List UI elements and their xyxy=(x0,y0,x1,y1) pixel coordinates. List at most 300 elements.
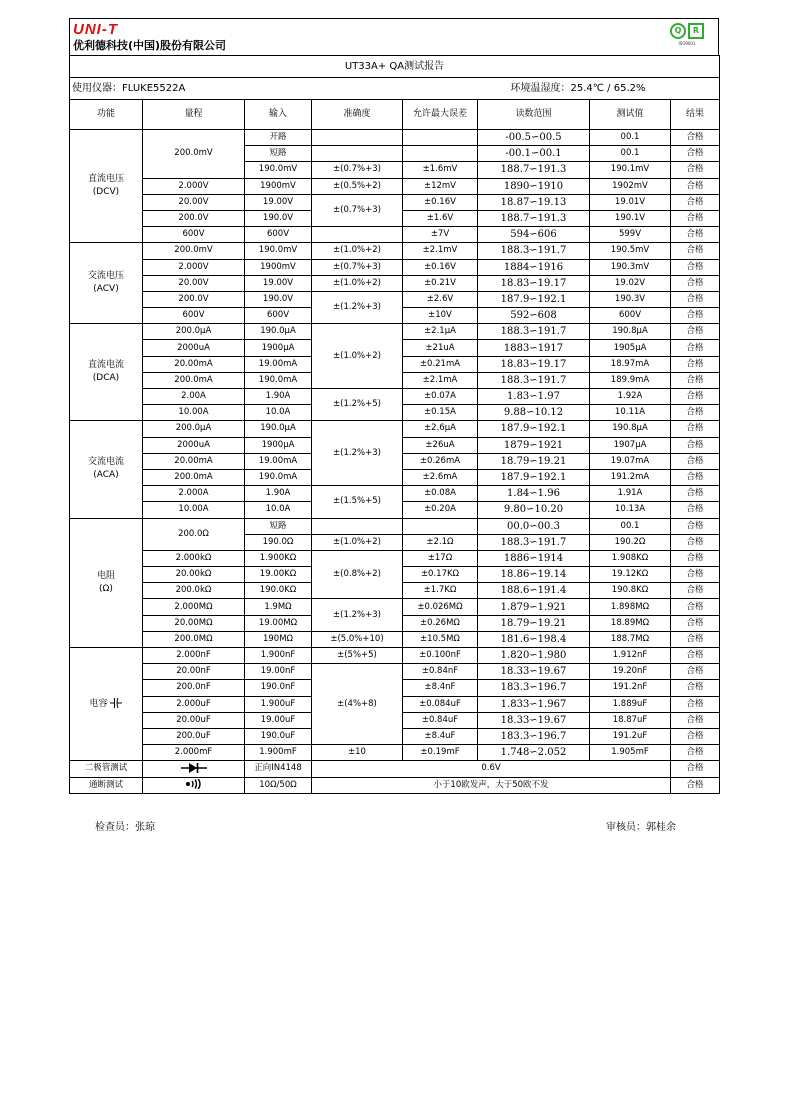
range-cell: 200.0Ω xyxy=(143,518,245,550)
max-error-cell xyxy=(403,146,478,162)
reading-range-cell: 18.83∽19.17 xyxy=(478,275,590,291)
col-header: 测试值 xyxy=(590,100,671,130)
reading-range-cell: 9.80∽10.20 xyxy=(478,502,590,518)
max-error-cell: ±0.19mF xyxy=(403,745,478,761)
col-header: 量程 xyxy=(143,100,245,130)
accuracy-cell xyxy=(312,227,403,243)
table-row xyxy=(70,324,720,340)
test-value-cell: 1.908KΩ xyxy=(590,550,671,566)
test-value-cell: 191.2nF xyxy=(590,680,671,696)
range-cell: 2000uA xyxy=(143,437,245,453)
accuracy-cell: ±10 xyxy=(312,745,403,761)
input-cell: 190.0mV xyxy=(245,243,312,259)
result-cell: 合格 xyxy=(671,745,720,761)
input-cell: 1.900uF xyxy=(245,696,312,712)
max-error-cell: ±0.84nF xyxy=(403,664,478,680)
table-row xyxy=(70,130,720,146)
reviewer-label: 审核员：郭桂余 xyxy=(606,822,676,833)
max-error-cell: ±2.6V xyxy=(403,291,478,307)
reading-range-cell: 1.84∽1.96 xyxy=(478,486,590,502)
range-cell: 2.000uF xyxy=(143,696,245,712)
certification-mark xyxy=(670,23,704,47)
function-sub: (Ω) xyxy=(99,583,113,594)
reading-range-cell: 18.33∽19.67 xyxy=(478,664,590,680)
reading-range-cell: 188.7∽191.3 xyxy=(478,162,590,178)
reading-range-cell: 1.748∽2.052 xyxy=(478,745,590,761)
input-cell: 1900mV xyxy=(245,178,312,194)
reading-range-cell: 1886∽1914 xyxy=(478,550,590,566)
result-cell: 合格 xyxy=(671,372,720,388)
accuracy-cell: ±(1.2%+3) xyxy=(312,291,403,323)
test-value-cell: 1.898MΩ xyxy=(590,599,671,615)
diode-icon xyxy=(181,763,207,773)
max-error-cell: ±12mV xyxy=(403,178,478,194)
accuracy-cell: ±(0.5%+2) xyxy=(312,178,403,194)
test-value-cell: 19.01V xyxy=(590,194,671,210)
result-cell: 合格 xyxy=(671,453,720,469)
max-error-cell: ±2.6μA xyxy=(403,421,478,437)
result-cell: 合格 xyxy=(671,421,720,437)
range-cell: 200.0mV xyxy=(143,130,245,179)
range-cell: 200.0mA xyxy=(143,469,245,485)
range-cell: 20.00kΩ xyxy=(143,567,245,583)
range-cell: 20.00V xyxy=(143,275,245,291)
function-aca xyxy=(70,421,143,518)
range-cell: 200.0kΩ xyxy=(143,583,245,599)
brand-logo: UNI-T xyxy=(73,21,118,38)
reading-range-cell: 18.86∽19.14 xyxy=(478,567,590,583)
range-cell: 2.000A xyxy=(143,486,245,502)
result-cell: 合格 xyxy=(671,340,720,356)
function-label: 交流电流 xyxy=(87,457,124,468)
result-cell: 合格 xyxy=(671,761,720,777)
reading-range-cell: 1883∽1917 xyxy=(478,340,590,356)
result-cell: 合格 xyxy=(671,469,720,485)
result-cell: 合格 xyxy=(671,534,720,550)
reading-range-cell: 9.88∽10.12 xyxy=(478,405,590,421)
table-row xyxy=(70,761,720,777)
range-cell: 20.00mA xyxy=(143,356,245,372)
table-row xyxy=(70,421,720,437)
range-cell: 20.00MΩ xyxy=(143,615,245,631)
accuracy-cell: ±(0.7%+3) xyxy=(312,162,403,178)
function-label: 交流电压 xyxy=(87,271,124,282)
result-cell: 合格 xyxy=(671,712,720,728)
diode-symbol-cell xyxy=(143,761,245,777)
reading-range-cell: -00.5∽00.5 xyxy=(478,130,590,146)
test-value-cell: 1.92A xyxy=(590,389,671,405)
result-cell: 合格 xyxy=(671,210,720,226)
input-cell: 1.90A xyxy=(245,486,312,502)
reading-range-cell: 18.33∽19.67 xyxy=(478,712,590,728)
col-header: 读数范围 xyxy=(478,100,590,130)
input-cell: 19.00KΩ xyxy=(245,567,312,583)
range-cell: 200.0V xyxy=(143,291,245,307)
col-header: 输入 xyxy=(245,100,312,130)
report-title: UT33A+ QA测试报告 xyxy=(70,56,720,78)
input-cell: 600V xyxy=(245,308,312,324)
function-sub: (DCA) xyxy=(92,373,120,384)
inspector-label: 检查员：张琼 xyxy=(95,822,155,833)
function-sub: (DCV) xyxy=(92,187,120,198)
input-cell: 19.00MΩ xyxy=(245,615,312,631)
result-cell: 合格 xyxy=(671,308,720,324)
test-value-cell: 18.97mA xyxy=(590,356,671,372)
table-row xyxy=(70,777,720,793)
max-error-cell: ±0.17KΩ xyxy=(403,567,478,583)
reading-range-cell: 183.3∽196.7 xyxy=(478,680,590,696)
accuracy-cell: ±(0.7%+3) xyxy=(312,194,403,226)
max-error-cell: ±2.1μA xyxy=(403,324,478,340)
reading-range-cell: 1.83∽1.97 xyxy=(478,389,590,405)
range-cell: 20.00nF xyxy=(143,664,245,680)
input-cell: 1900mV xyxy=(245,259,312,275)
max-error-cell: ±0.84uF xyxy=(403,712,478,728)
input-cell: 190.0V xyxy=(245,291,312,307)
range-cell: 2.000nF xyxy=(143,648,245,664)
input-cell: 190.0KΩ xyxy=(245,583,312,599)
range-cell: 200.0nF xyxy=(143,680,245,696)
table-row xyxy=(70,275,720,291)
range-cell: 200.0V xyxy=(143,210,245,226)
max-error-cell: ±0.084uF xyxy=(403,696,478,712)
input-cell: 190.0V xyxy=(245,210,312,226)
test-value-cell: 1.912nF xyxy=(590,648,671,664)
max-error-cell: ±10.5MΩ xyxy=(403,631,478,647)
company-logo xyxy=(73,23,226,53)
test-value-cell: 10.13A xyxy=(590,502,671,518)
test-value-cell: 191.2uF xyxy=(590,728,671,744)
function-capacitance xyxy=(70,648,143,761)
col-header: 准确度 xyxy=(312,100,403,130)
max-error-cell: ±1.6V xyxy=(403,210,478,226)
test-value-cell: 19.12KΩ xyxy=(590,567,671,583)
result-cell: 合格 xyxy=(671,567,720,583)
function-label: 直流电流 xyxy=(87,360,124,371)
range-cell: 2.00A xyxy=(143,389,245,405)
max-error-cell: ±1.7KΩ xyxy=(403,583,478,599)
environment-info: 环境温湿度：25.4℃ / 65.2% xyxy=(478,78,720,100)
capacitor-icon xyxy=(110,698,122,708)
table-row xyxy=(70,648,720,664)
max-error-cell: ±0.26MΩ xyxy=(403,615,478,631)
result-cell: 合格 xyxy=(671,583,720,599)
result-cell: 合格 xyxy=(671,664,720,680)
input-cell: 19.00nF xyxy=(245,664,312,680)
max-error-cell: ±0.100nF xyxy=(403,648,478,664)
test-value-cell: 191.2mA xyxy=(590,469,671,485)
max-error-cell xyxy=(403,518,478,534)
accuracy-cell: ±(1.2%+3) xyxy=(312,599,403,631)
input-cell: 正向IN4148 xyxy=(245,761,312,777)
result-cell: 合格 xyxy=(671,728,720,744)
reading-range-cell: 187.9∽192.1 xyxy=(478,469,590,485)
max-error-cell: ±10V xyxy=(403,308,478,324)
input-cell: 190MΩ xyxy=(245,631,312,647)
range-cell: 600V xyxy=(143,227,245,243)
result-cell: 合格 xyxy=(671,259,720,275)
input-cell: 短路 xyxy=(245,518,312,534)
range-cell: 2.000V xyxy=(143,178,245,194)
test-value-cell: 190.1V xyxy=(590,210,671,226)
result-cell: 合格 xyxy=(671,550,720,566)
accuracy-cell: ±(0.8%+2) xyxy=(312,550,403,599)
reading-range-cell: 188.3∽191.7 xyxy=(478,372,590,388)
input-cell: 600V xyxy=(245,227,312,243)
reading-range-cell: 1.833∽1.967 xyxy=(478,696,590,712)
function-dca xyxy=(70,324,143,421)
range-cell: 200.0μA xyxy=(143,421,245,437)
cert-ring-icon: Q xyxy=(670,23,686,39)
reading-range-cell: 1879∽1921 xyxy=(478,437,590,453)
range-cell: 200.0μA xyxy=(143,324,245,340)
col-header: 结果 xyxy=(671,100,720,130)
result-cell: 合格 xyxy=(671,389,720,405)
reading-range-cell: 187.9∽192.1 xyxy=(478,421,590,437)
reading-range-cell: 18.79∽19.21 xyxy=(478,453,590,469)
reading-range-cell: 181.6∽198.4 xyxy=(478,631,590,647)
table-row xyxy=(70,518,720,534)
result-cell: 合格 xyxy=(671,146,720,162)
result-cell: 合格 xyxy=(671,291,720,307)
max-error-cell xyxy=(403,130,478,146)
accuracy-cell xyxy=(312,146,403,162)
table-row xyxy=(70,194,720,210)
accuracy-cell: ±(4%+8) xyxy=(312,664,403,745)
max-error-cell: ±7V xyxy=(403,227,478,243)
input-cell: 10.0A xyxy=(245,502,312,518)
input-cell: 190.0nF xyxy=(245,680,312,696)
reading-range-cell: 183.3∽196.7 xyxy=(478,728,590,744)
result-cell: 合格 xyxy=(671,777,720,793)
result-cell: 合格 xyxy=(671,486,720,502)
test-value-cell: 19.07mA xyxy=(590,453,671,469)
input-cell: 190.0Ω xyxy=(245,534,312,550)
range-cell: 20.00mA xyxy=(143,453,245,469)
reading-range-cell: 188.3∽191.7 xyxy=(478,243,590,259)
range-cell: 20.00V xyxy=(143,194,245,210)
max-error-cell: ±17Ω xyxy=(403,550,478,566)
result-cell: 合格 xyxy=(671,648,720,664)
test-value-cell: 00.1 xyxy=(590,130,671,146)
qa-report-table xyxy=(69,55,720,794)
reading-range-cell: 188.3∽191.7 xyxy=(478,324,590,340)
table-row xyxy=(70,178,720,194)
test-value-cell: 18.89MΩ xyxy=(590,615,671,631)
reading-range-cell: 594∽606 xyxy=(478,227,590,243)
result-cell: 合格 xyxy=(671,356,720,372)
column-header-row xyxy=(70,100,720,130)
max-error-cell: ±21uA xyxy=(403,340,478,356)
test-value-cell: 190.1mV xyxy=(590,162,671,178)
range-cell: 2.000kΩ xyxy=(143,550,245,566)
table-row xyxy=(70,389,720,405)
reading-range-cell: 188.6∽191.4 xyxy=(478,583,590,599)
function-label: 电容 xyxy=(89,698,108,709)
input-cell: 190.0μA xyxy=(245,421,312,437)
test-value-cell: 00.1 xyxy=(590,146,671,162)
input-cell: 19.00V xyxy=(245,194,312,210)
test-value-cell: 600V xyxy=(590,308,671,324)
accuracy-cell: ±(0.7%+3) xyxy=(312,259,403,275)
test-value-cell: 190.8KΩ xyxy=(590,583,671,599)
function-resistance xyxy=(70,518,143,648)
range-cell: 10.00A xyxy=(143,502,245,518)
result-cell: 合格 xyxy=(671,130,720,146)
test-value-cell: 1907μA xyxy=(590,437,671,453)
range-cell: 10.00A xyxy=(143,405,245,421)
function-sub: (ACV) xyxy=(93,284,119,295)
result-cell: 合格 xyxy=(671,599,720,615)
report-header xyxy=(69,18,719,55)
reading-range-cell: 188.7∽191.3 xyxy=(478,210,590,226)
test-value-cell: 190.8μA xyxy=(590,421,671,437)
range-cell: 200.0uF xyxy=(143,728,245,744)
reading-range-cell: 592∽608 xyxy=(478,308,590,324)
result-cell: 合格 xyxy=(671,178,720,194)
range-cell: 2.000mF xyxy=(143,745,245,761)
cert-square-icon: R xyxy=(688,23,704,39)
result-cell: 合格 xyxy=(671,405,720,421)
function-label: 电阻 xyxy=(96,570,115,581)
buzzer-icon xyxy=(185,779,203,789)
range-cell: 600V xyxy=(143,308,245,324)
input-cell: 190.0μA xyxy=(245,324,312,340)
input-cell: 1.900KΩ xyxy=(245,550,312,566)
max-error-cell: ±2.1mV xyxy=(403,243,478,259)
cert-caption: ISO9001 xyxy=(678,41,696,46)
input-cell: 190.0uF xyxy=(245,728,312,744)
test-value-cell: 190.3mV xyxy=(590,259,671,275)
input-cell: 19.00mA xyxy=(245,453,312,469)
max-error-cell: ±2.1Ω xyxy=(403,534,478,550)
max-error-cell: ±2.6mA xyxy=(403,469,478,485)
reading-cell: 0.6V xyxy=(312,761,671,777)
table-row xyxy=(70,227,720,243)
max-error-cell: ±0.21mA xyxy=(403,356,478,372)
max-error-cell: ±0.08A xyxy=(403,486,478,502)
accuracy-cell: ±(1.0%+2) xyxy=(312,534,403,550)
test-value-cell: 1905μA xyxy=(590,340,671,356)
reading-range-cell: 18.79∽19.21 xyxy=(478,615,590,631)
input-cell: 19.00mA xyxy=(245,356,312,372)
result-cell: 合格 xyxy=(671,502,720,518)
input-cell: 19.00V xyxy=(245,275,312,291)
reading-range-cell: 188.3∽191.7 xyxy=(478,534,590,550)
function-continuity: 通断测试 xyxy=(70,777,143,793)
test-value-cell: 10.11A xyxy=(590,405,671,421)
accuracy-cell: ±(1.0%+2) xyxy=(312,243,403,259)
function-sub: (ACA) xyxy=(93,470,119,481)
input-cell: 1.9MΩ xyxy=(245,599,312,615)
range-cell: 2.000MΩ xyxy=(143,599,245,615)
table-row xyxy=(70,259,720,275)
test-value-cell: 188.7MΩ xyxy=(590,631,671,647)
table-row xyxy=(70,243,720,259)
buzzer-symbol-cell xyxy=(143,777,245,793)
max-error-cell: ±0.16V xyxy=(403,194,478,210)
max-error-cell: ±26uA xyxy=(403,437,478,453)
test-value-cell: 19.02V xyxy=(590,275,671,291)
result-cell: 合格 xyxy=(671,194,720,210)
max-error-cell: ±2.1mA xyxy=(403,372,478,388)
accuracy-cell: ±(1.5%+5) xyxy=(312,486,403,518)
function-dcv xyxy=(70,130,143,243)
reading-range-cell: 1884∽1916 xyxy=(478,259,590,275)
test-value-cell: 19.20nF xyxy=(590,664,671,680)
table-row xyxy=(70,745,720,761)
reading-range-cell: 187.9∽192.1 xyxy=(478,291,590,307)
max-error-cell: ±0.21V xyxy=(403,275,478,291)
reading-range-cell: 18.87∽19.13 xyxy=(478,194,590,210)
reading-range-cell: 00.0∽00.3 xyxy=(478,518,590,534)
test-value-cell: 190.3V xyxy=(590,291,671,307)
max-error-cell: ±8.4nF xyxy=(403,680,478,696)
result-cell: 合格 xyxy=(671,275,720,291)
function-label: 直流电压 xyxy=(87,174,124,185)
test-value-cell: 599V xyxy=(590,227,671,243)
range-cell: 200.0mA xyxy=(143,372,245,388)
result-cell: 合格 xyxy=(671,227,720,243)
col-header: 允许最大误差 xyxy=(403,100,478,130)
input-cell: 10Ω/50Ω xyxy=(245,777,312,793)
function-acv xyxy=(70,243,143,324)
reading-range-cell: -00.1∽00.1 xyxy=(478,146,590,162)
result-cell: 合格 xyxy=(671,324,720,340)
input-cell: 10.0A xyxy=(245,405,312,421)
instrument-info: 使用仪器：FLUKE5522A xyxy=(70,78,478,100)
input-cell: 1.900mF xyxy=(245,745,312,761)
result-cell: 合格 xyxy=(671,437,720,453)
max-error-cell: ±0.026MΩ xyxy=(403,599,478,615)
max-error-cell: ±0.16V xyxy=(403,259,478,275)
report-sheet xyxy=(69,18,719,794)
test-value-cell: 190.2Ω xyxy=(590,534,671,550)
test-value-cell: 1.905mF xyxy=(590,745,671,761)
function-diode: 二极管测试 xyxy=(70,761,143,777)
accuracy-cell xyxy=(312,130,403,146)
input-cell: 190.0mA xyxy=(245,372,312,388)
input-cell: 开路 xyxy=(245,130,312,146)
reading-range-cell: 1.879∽1.921 xyxy=(478,599,590,615)
result-cell: 合格 xyxy=(671,518,720,534)
reading-range-cell: 1.820∽1.980 xyxy=(478,648,590,664)
col-header: 功能 xyxy=(70,100,143,130)
reading-range-cell: 18.83∽19.17 xyxy=(478,356,590,372)
input-cell: 19.00uF xyxy=(245,712,312,728)
accuracy-cell xyxy=(312,518,403,534)
max-error-cell: ±0.07A xyxy=(403,389,478,405)
test-value-cell: 190.5mV xyxy=(590,243,671,259)
table-row xyxy=(70,291,720,307)
table-row xyxy=(70,550,720,566)
result-cell: 合格 xyxy=(671,680,720,696)
input-cell: 1900μA xyxy=(245,340,312,356)
input-cell: 1.900nF xyxy=(245,648,312,664)
test-value-cell: 18.87uF xyxy=(590,712,671,728)
accuracy-cell: ±(5.0%+10) xyxy=(312,631,403,647)
input-cell: 1900μA xyxy=(245,437,312,453)
range-cell: 2000uA xyxy=(143,340,245,356)
result-cell: 合格 xyxy=(671,243,720,259)
input-cell: 短路 xyxy=(245,146,312,162)
test-value-cell: 189.9mA xyxy=(590,372,671,388)
max-error-cell: ±0.15A xyxy=(403,405,478,421)
table-row xyxy=(70,599,720,615)
accuracy-cell: ±(1.2%+3) xyxy=(312,421,403,486)
result-cell: 合格 xyxy=(671,631,720,647)
accuracy-cell: ±(5%+5) xyxy=(312,648,403,664)
